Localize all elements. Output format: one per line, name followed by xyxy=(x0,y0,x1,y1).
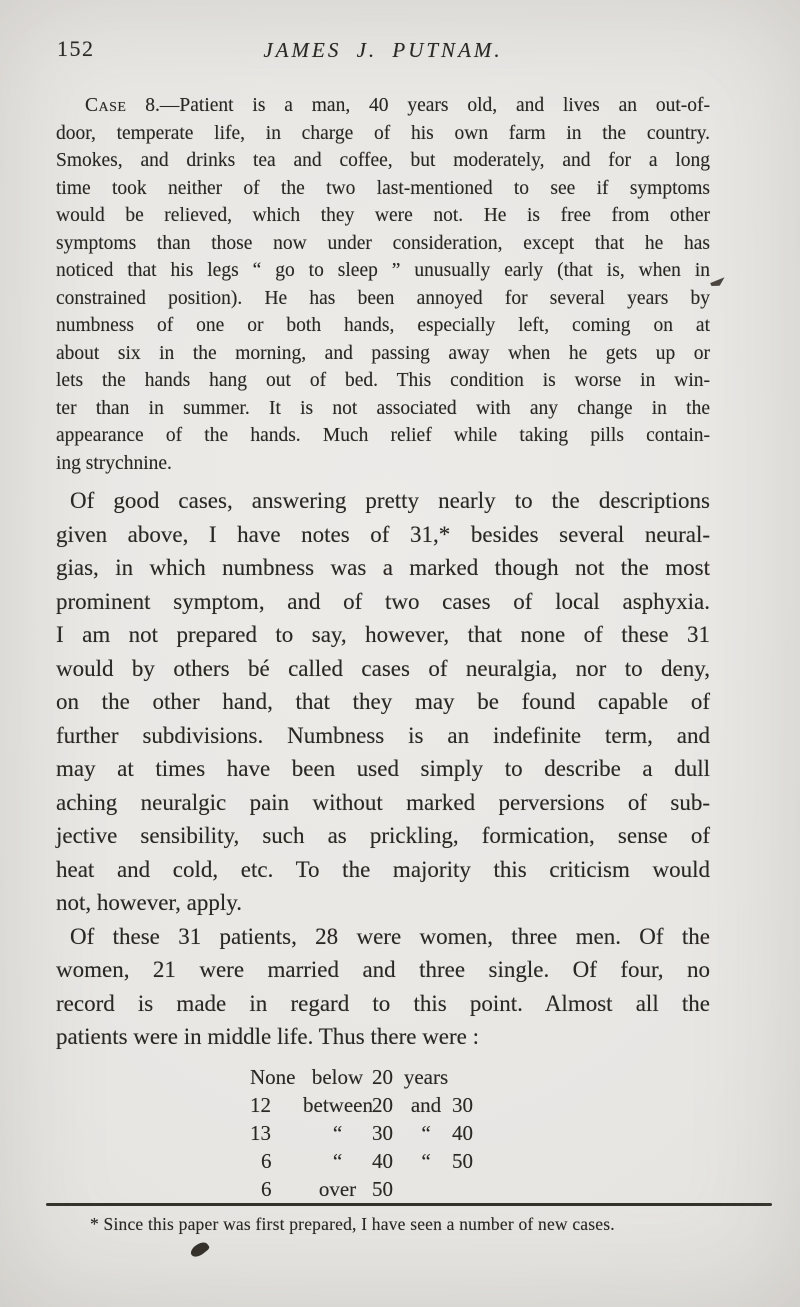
table-cell: “ xyxy=(332,1121,343,1145)
text-line: appearance of the hands. Much relief while taking pills contain- xyxy=(56,425,710,446)
text-line: ing strychnine. xyxy=(56,452,172,474)
text-line: would be relieved, which they were not. He is free from other xyxy=(56,205,710,226)
table-cell: None xyxy=(250,1065,296,1089)
table-cell: over xyxy=(318,1177,357,1201)
text-line: Smokes, and drinks tea and coffee, but moderately, and for a long xyxy=(56,150,710,171)
text-line: about six in the morning, and passing away when he gets up or xyxy=(56,342,710,364)
table-cell: 50 xyxy=(372,1177,393,1201)
small-caps-lead: Case xyxy=(85,95,127,116)
table-cell: 30 xyxy=(452,1093,473,1117)
text-line: ter than in summer. It is not associated with any change in the xyxy=(56,397,710,419)
text-line: aching neuralgic pain without marked perversions of sub- xyxy=(56,789,710,815)
table-cell: 6 xyxy=(261,1177,272,1201)
table-cell: “ xyxy=(421,1149,431,1173)
table-cell: 13 xyxy=(250,1121,271,1145)
text-line: lets the hands hang out of bed. This condition is worse in win- xyxy=(56,370,710,391)
text-line: gias, in which numbness was a marked though not the most xyxy=(56,555,710,580)
text-line: on the other hand, that they may be found capable of xyxy=(56,689,710,714)
text-line: jective sensibility, such as prickling, formication, sense of xyxy=(56,823,710,848)
text-line: would by others bé called cases of neuralgia, nor to deny, xyxy=(56,655,710,681)
text-line: Case 8.—Patient is a man, 40 years old, and lives an out-of- xyxy=(85,95,710,116)
table-cell: and xyxy=(410,1093,442,1117)
paragraph xyxy=(56,484,710,920)
table-cell: 20 xyxy=(372,1065,393,1089)
table-cell xyxy=(400,1175,452,1203)
text-line: constrained position). He has been annoyed for several years by xyxy=(56,287,710,309)
text-line: prominent symptom, and of two cases of local asphyxia. xyxy=(56,588,710,614)
table-cell: 30 xyxy=(372,1121,393,1145)
text-line: further subdivisions. Numbness is an indefinite term, and xyxy=(56,722,710,748)
table-cell: “ xyxy=(421,1121,431,1145)
table-row xyxy=(250,1091,492,1119)
table-cell: “ xyxy=(332,1149,343,1173)
text-line: given above, I have notes of 31,* besides several neural- xyxy=(56,521,710,547)
text-line: not, however, apply. xyxy=(56,890,243,915)
text-line: women, 21 were married and three single. Of four, no xyxy=(56,957,710,982)
page-number: 152 xyxy=(57,36,95,61)
table-row xyxy=(250,1147,492,1175)
table-cell: 12 xyxy=(250,1093,271,1117)
table-row xyxy=(250,1063,492,1091)
table-cell: below xyxy=(311,1065,364,1089)
age-distribution-table xyxy=(250,1063,492,1203)
table-cell xyxy=(452,1063,492,1091)
footnote: * Since this paper was first prepared, I have seen a number of new cases. xyxy=(90,1214,615,1234)
text-line: noticed that his legs “ go to sleep ” unusually early (that is, when in xyxy=(56,260,710,281)
table-row xyxy=(250,1175,492,1203)
footnote-rule xyxy=(46,1203,772,1206)
table-cell: 40 xyxy=(452,1121,473,1145)
text-line: door, temperate life, in charge of his own farm in the country. xyxy=(56,122,710,144)
ink-mark-bottom xyxy=(189,1239,211,1259)
table-cell: 6 xyxy=(261,1149,272,1173)
table-cell: years xyxy=(403,1065,449,1089)
text-line: symptoms than those now under consideration, except that he has xyxy=(56,232,710,254)
text-line: Of good cases, answering pretty nearly to the descriptions xyxy=(70,488,710,513)
table-row xyxy=(250,1119,492,1147)
text-line: time took neither of the two last-mentioned to see if symptoms xyxy=(56,177,710,199)
text-line: may at times have been used simply to describe a dull xyxy=(56,756,710,781)
text-line: patients were in middle life. Thus there were : xyxy=(56,1024,480,1049)
text-line: Of these 31 patients, 28 were women, three men. Of the xyxy=(70,923,710,949)
paragraph xyxy=(56,920,710,1054)
page-body-text xyxy=(56,92,710,1054)
ink-mark-margin xyxy=(710,277,726,287)
table-cell xyxy=(452,1175,492,1203)
text-line: I am not prepared to say, however, that none of these 31 xyxy=(56,622,710,647)
running-head: JAMES J. PUTNAM. xyxy=(263,38,503,62)
paragraph xyxy=(56,92,710,477)
table-cell: between xyxy=(303,1093,373,1117)
table-cell: 40 xyxy=(372,1149,393,1173)
text-line: heat and cold, etc. To the majority this criticism would xyxy=(56,856,710,882)
table-cell: 50 xyxy=(452,1149,473,1173)
text-line: record is made in regard to this point. Almost all the xyxy=(56,990,710,1016)
text-line: numbness of one or both hands, especially left, coming on at xyxy=(56,315,710,336)
table-cell: 20 xyxy=(372,1093,393,1117)
